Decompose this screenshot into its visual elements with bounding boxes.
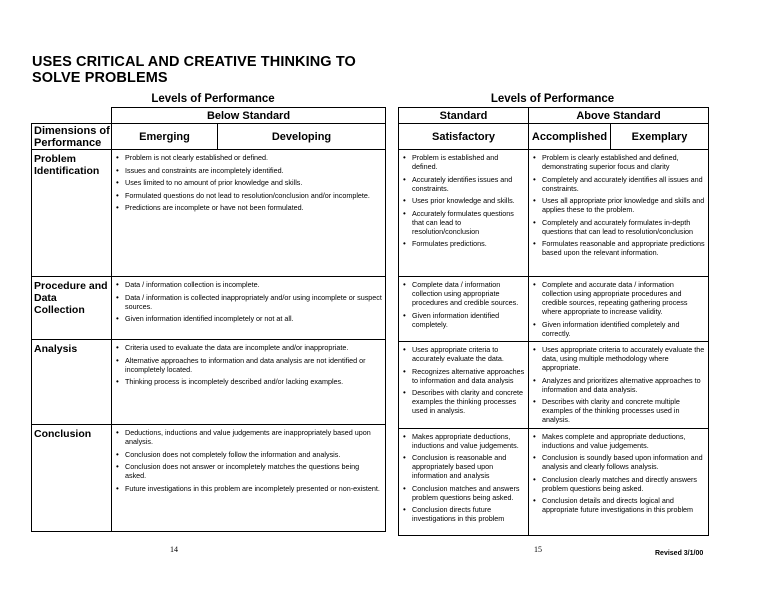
- list-item: • Data / information is collected inappropriately and/or using incomplete or suspect sources.: [116, 293, 382, 311]
- list-item: • Data / information collection is incomplete.: [116, 280, 382, 289]
- table-row: [32, 277, 386, 340]
- list-item: • Uses appropriate criteria to accurately evaluate the data, using multiple methodology where appropriate.: [533, 345, 705, 372]
- column-heading-exemplary: Exemplary: [611, 124, 709, 150]
- list-item: • Conclusion does not completely follow the information and analysis.: [116, 450, 382, 459]
- list-item: • Accurately identifies issues and constraints.: [403, 175, 525, 193]
- list-item: • Conclusion directs future investigations in this problem: [403, 505, 525, 523]
- list-item: • Thinking process is incompletely described and/or lacking examples.: [116, 377, 382, 386]
- page-title: USES CRITICAL AND CREATIVE THINKING TO SOLVE PROBLEMS: [32, 54, 356, 86]
- dimension-conclusion: Conclusion: [32, 425, 112, 532]
- list-item: • Describes with clarity and concrete examples the thinking processes used in analysis.: [403, 388, 525, 415]
- below-standard-cell: [112, 150, 386, 277]
- list-item: • Recognizes alternative approaches to information and data analysis: [403, 367, 525, 385]
- list-item: • Problem is not clearly established or defined.: [116, 153, 382, 162]
- rubric-table-below-standard: [31, 107, 386, 532]
- levels-heading-left: Levels of Performance: [151, 93, 275, 105]
- above-standard-cell: [529, 277, 709, 342]
- table-row: [399, 428, 709, 535]
- dimension-analysis: Analysis: [32, 340, 112, 425]
- list-item: • Issues and constraints are incompletely identified.: [116, 166, 382, 175]
- below-standard-cell: [112, 277, 386, 340]
- list-item: • Formulates predictions.: [403, 239, 525, 248]
- table-row: [32, 340, 386, 425]
- list-item: • Given information identified completely and correctly.: [533, 320, 705, 338]
- group-heading-below-standard: Below Standard: [112, 108, 386, 124]
- satisfactory-cell: [399, 428, 529, 535]
- list-item: • Future investigations in this problem are incompletely presented or non-existent.: [116, 484, 382, 493]
- group-heading-above-standard: Above Standard: [529, 108, 709, 124]
- list-item: • Formulates reasonable and appropriate predictions based upon the relevant information.: [533, 239, 705, 257]
- list-item: • Conclusion matches and answers problem questions being asked.: [403, 484, 525, 502]
- above-standard-cell: [529, 342, 709, 429]
- column-heading-satisfactory: Satisfactory: [399, 124, 529, 150]
- list-item: • Given information identified completely.: [403, 311, 525, 329]
- page-number-right: 15: [534, 545, 542, 554]
- column-heading-accomplished: Accomplished: [529, 124, 611, 150]
- list-item: • Problem is established and defined.: [403, 153, 525, 171]
- list-item: • Makes complete and appropriate deductions, inductions and value judgements.: [533, 432, 705, 450]
- below-standard-cell: [112, 425, 386, 532]
- list-item: • Conclusion is soundly based upon information and analysis and clearly follows analysis.: [533, 453, 705, 471]
- table-row: [32, 150, 386, 277]
- list-item: • Uses prior knowledge and skills.: [403, 196, 525, 205]
- column-heading-emerging: Emerging: [112, 124, 218, 150]
- list-item: • Alternative approaches to information and data analysis are not identified or incompletely located.: [116, 356, 382, 374]
- list-item: • Conclusion details and directs logical and appropriate future investigations in this problem: [533, 496, 705, 514]
- below-standard-cell: [112, 340, 386, 425]
- table-corner-blank: [32, 108, 112, 124]
- levels-heading-right: Levels of Performance: [490, 93, 615, 105]
- list-item: • Complete data / information collection using appropriate procedures and credible sources.: [403, 280, 525, 307]
- table-row: [399, 277, 709, 342]
- table-row: [32, 425, 386, 532]
- page-number-left: 14: [170, 545, 178, 554]
- table-row: [399, 150, 709, 277]
- list-item: • Completely and accurately formulates in-depth questions that can lead to resolution/conclusion: [533, 218, 705, 236]
- dimensions-heading: Dimensions of Performance: [32, 124, 112, 150]
- list-item: • Completely and accurately identifies all issues and constraints.: [533, 175, 705, 193]
- list-item: • Predictions are incomplete or have not been formulated.: [116, 203, 382, 212]
- satisfactory-cell: [399, 150, 529, 277]
- list-item: • Deductions, inductions and value judgements are inappropriately based upon analysis.: [116, 428, 382, 446]
- list-item: • Conclusion clearly matches and directly answers problem questions being asked.: [533, 475, 705, 493]
- satisfactory-cell: [399, 277, 529, 342]
- revision-date: Revised 3/1/00: [655, 550, 704, 557]
- list-item: • Describes with clarity and concrete multiple examples of the thinking processes used in analysis.: [533, 397, 705, 424]
- above-standard-cell: [529, 150, 709, 277]
- list-item: • Complete and accurate data / information collection using appropriate procedures and credible sources, repeating gathering process where appropriate to increase validity.: [533, 280, 705, 316]
- list-item: • Uses appropriate criteria to accurately evaluate the data.: [403, 345, 525, 363]
- list-item: • Problem is clearly established and defined, demonstrating superior focus and clarity: [533, 153, 705, 171]
- list-item: • Formulated questions do not lead to resolution/conclusion and/or incomplete.: [116, 191, 382, 200]
- list-item: • Accurately formulates questions that can lead to resolution/conclusion: [403, 209, 525, 236]
- list-item: • Uses limited to no amount of prior knowledge and skills.: [116, 178, 382, 187]
- table-row: [399, 342, 709, 429]
- list-item: • Conclusion is reasonable and appropriately based upon information and analysis: [403, 453, 525, 480]
- list-item: • Uses all appropriate prior knowledge and skills and applies these to the problem.: [533, 196, 705, 214]
- satisfactory-cell: [399, 342, 529, 429]
- group-heading-standard: Standard: [399, 108, 529, 124]
- list-item: • Given information identified incompletely or not at all.: [116, 314, 382, 323]
- above-standard-cell: [529, 428, 709, 535]
- list-item: • Conclusion does not answer or incompletely matches the questions being asked.: [116, 462, 382, 480]
- list-item: • Criteria used to evaluate the data are incomplete and/or inappropriate.: [116, 343, 382, 352]
- column-heading-developing: Developing: [218, 124, 386, 150]
- rubric-table-standard-above: [398, 107, 709, 536]
- dimension-problem-identification: Problem Identification: [32, 150, 112, 277]
- list-item: • Makes appropriate deductions, inductions and value judgements.: [403, 432, 525, 450]
- list-item: • Analyzes and prioritizes alternative approaches to information and data analysis.: [533, 376, 705, 394]
- dimension-procedure-data-collection: Procedure and Data Collection: [32, 277, 112, 340]
